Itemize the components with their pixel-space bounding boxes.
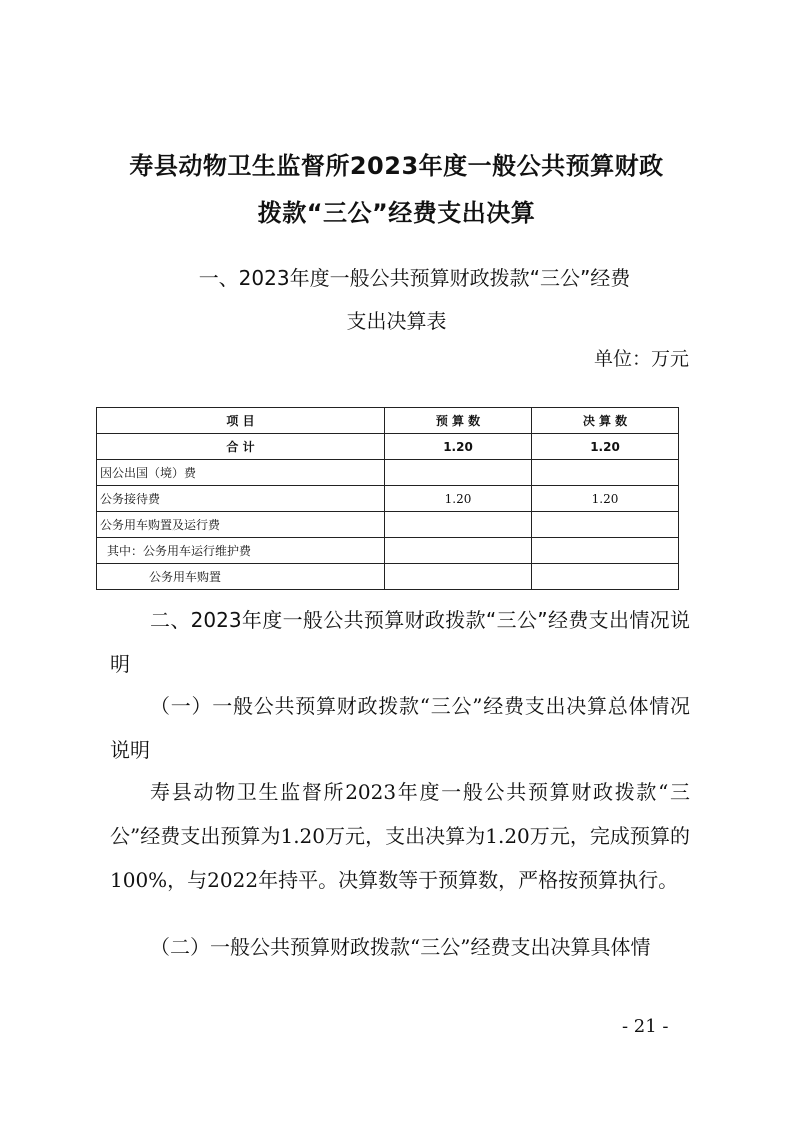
table-header-row [97, 408, 679, 434]
table-row [97, 486, 679, 512]
row-final [531, 564, 678, 590]
section1-heading-line1: 一、2023年度一般公共预算财政拨款“三公”经费 [198, 266, 631, 290]
row-budget [385, 538, 532, 564]
row-label: 公务用车购置 [97, 564, 385, 590]
row-label: 因公出国（境）费 [97, 460, 385, 486]
row-budget: 1.20 [385, 486, 532, 512]
table-row [97, 460, 679, 486]
table-row [97, 564, 679, 590]
section2-heading: 二、2023年度一般公共预算财政拨款“三公”经费支出情况说明 [110, 608, 690, 676]
total-final: 1.20 [531, 434, 678, 460]
row-final: 1.20 [531, 486, 678, 512]
unit-label: 单位：万元 [594, 348, 690, 370]
subsection2-heading: （二）一般公共预算财政拨款“三公”经费支出决算具体情 [150, 935, 651, 959]
row-budget [385, 512, 532, 538]
row-final [531, 538, 678, 564]
subsection1-body: 寿县动物卫生监督所2023年度一般公共预算财政拨款“三公”经费支出预算为1.20万元，支出决算为1.20万元，完成预算的100%，与2022年持平。决算数等于预算数，严格按预算执行。 [110, 780, 690, 892]
header-budget: 预 算 数 [385, 408, 532, 434]
doc-title-line1: 寿县动物卫生监督所2023年度一般公共预算财政 [129, 152, 664, 180]
sangong-expense-table [96, 407, 679, 590]
table-row [97, 512, 679, 538]
header-final: 决 算 数 [531, 408, 678, 434]
row-budget [385, 564, 532, 590]
total-label: 合 计 [97, 434, 385, 460]
subsection1-heading: （一）一般公共预算财政拨款“三公”经费支出决算总体情况说明 [110, 694, 690, 762]
table-row [97, 538, 679, 564]
total-budget: 1.20 [385, 434, 532, 460]
table-total-row [97, 434, 679, 460]
row-final [531, 512, 678, 538]
header-item: 项 目 [97, 408, 385, 434]
row-label: 其中：公务用车运行维护费 [97, 538, 385, 564]
row-budget [385, 460, 532, 486]
section1-heading-line2: 支出决算表 [346, 309, 447, 333]
row-label: 公务用车购置及运行费 [97, 512, 385, 538]
row-label: 公务接待费 [97, 486, 385, 512]
page-number: - 21 - [622, 1016, 669, 1037]
row-final [531, 460, 678, 486]
doc-title-line2: 拨款“三公”经费支出决算 [257, 199, 536, 227]
